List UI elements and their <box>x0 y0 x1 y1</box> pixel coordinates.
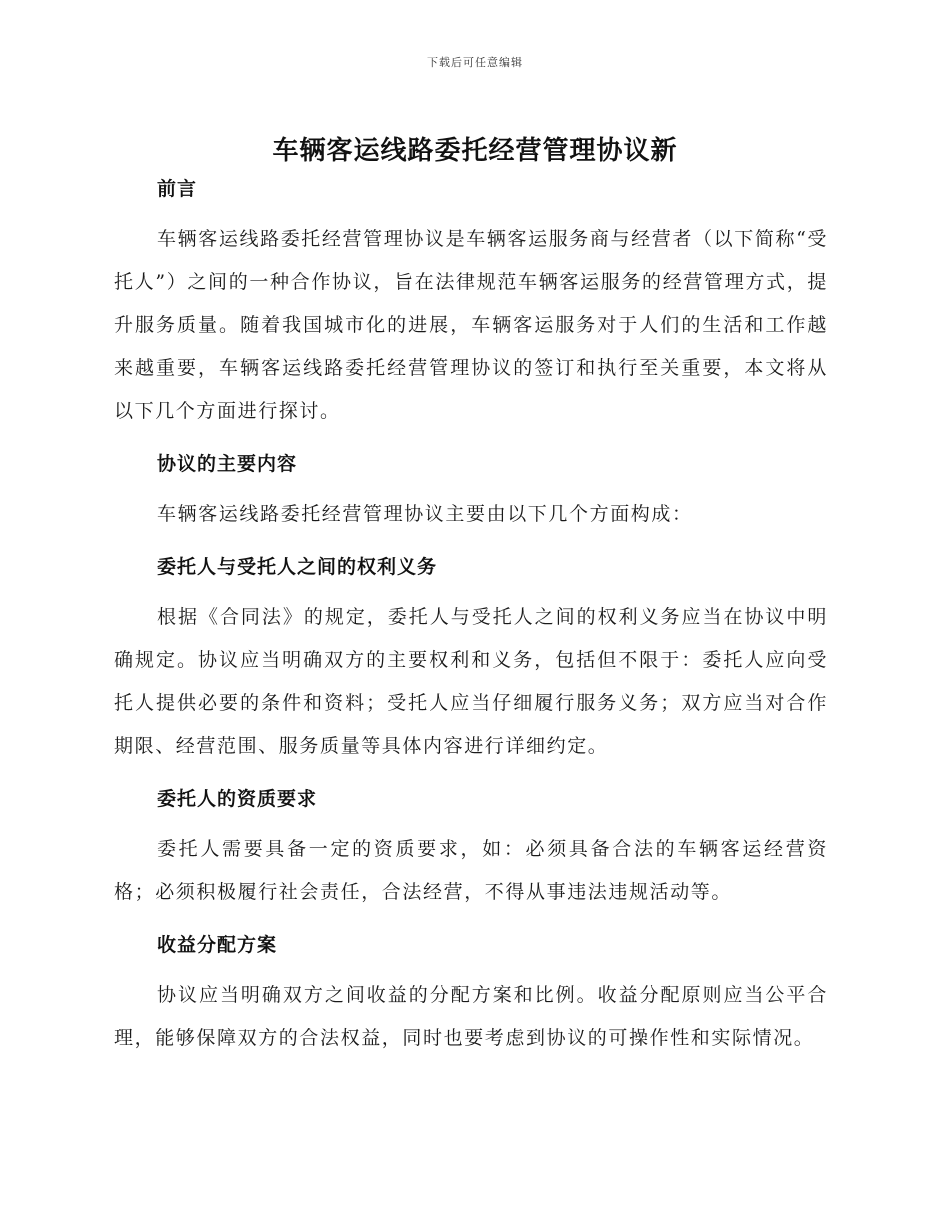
section-heading: 委托人与受托人之间的权利义务 <box>157 556 438 578</box>
section-paragraph: 车辆客运线路委托经营管理协议是车辆客运服务商与经营者（以下简称“受托人”）之间的一种合作协议，旨在法律规范车辆客运服务的经营管理方式，提升服务质量。随着我国城市化的进展，车辆客运服务对于人们的生活和工作越来越重要，车辆客运线路委托经营管理协议的签订和执行至关重要，本文将从以下几个方面进行探讨。 <box>114 228 828 422</box>
section-qualifications <box>114 780 828 914</box>
section-paragraph: 根据《合同法》的规定，委托人与受托人之间的权利义务应当在协议中明确规定。协议应当明确双方的主要权利和义务，包括但不限于：委托人应向受托人提供必要的条件和资料；受托人应当仔细履行服务义务；双方应当对合作期限、经营范围、服务质量等具体内容进行详细约定。 <box>114 606 828 757</box>
section-paragraph: 协议应当明确双方之间收益的分配方案和比例。收益分配原则应当公平合理，能够保障双方的合法权益，同时也要考虑到协议的可操作性和实际情况。 <box>114 984 828 1049</box>
section-heading: 前言 <box>157 178 198 200</box>
section-paragraph: 车辆客运线路委托经营管理协议主要由以下几个方面构成： <box>157 503 693 525</box>
section-paragraph: 委托人需要具备一定的资质要求，如：必须具备合法的车辆客运经营资格；必须积极履行社会责任，合法经营，不得从事违法违规活动等。 <box>114 838 828 903</box>
section-heading: 协议的主要内容 <box>157 453 298 475</box>
section-revenue-sharing <box>114 926 828 1060</box>
section-heading: 收益分配方案 <box>157 934 278 956</box>
document-title: 车辆客运线路委托经营管理协议新 <box>272 136 678 166</box>
document-body <box>114 170 828 1060</box>
page-header-note: 下载后可任意编辑 <box>427 56 523 69</box>
section-heading: 委托人的资质要求 <box>157 788 318 810</box>
section-preface <box>114 170 828 433</box>
section-rights-obligations <box>114 548 828 768</box>
section-main-content <box>114 445 828 536</box>
